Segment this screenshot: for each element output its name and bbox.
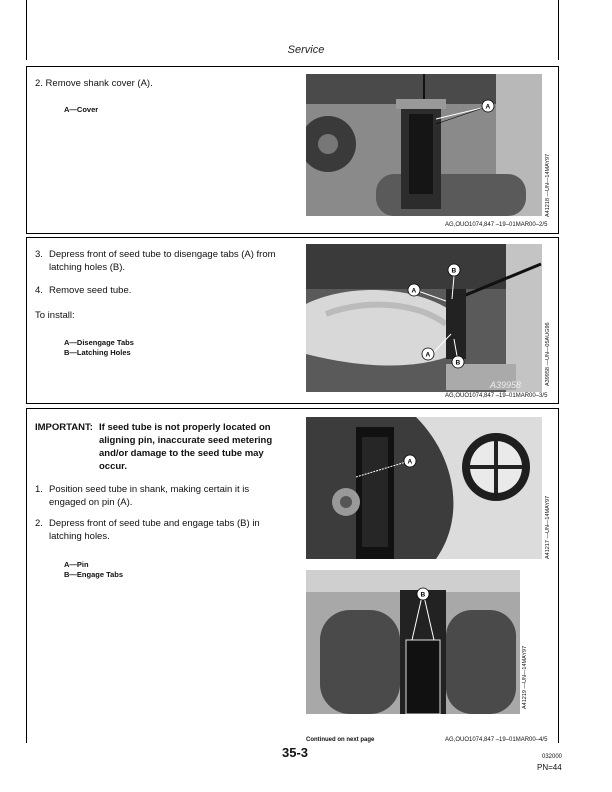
step-2-text: 2. Remove shank cover (A).	[35, 78, 153, 89]
important-label: IMPORTANT:	[35, 422, 93, 433]
callout-a: A	[485, 103, 491, 111]
callout-a-bottom: A	[425, 351, 431, 359]
footer-code: 032000	[542, 754, 563, 760]
step-4-text: 4. Remove seed tube.	[35, 285, 132, 296]
callout-a-top: A	[411, 287, 417, 295]
photo-code-4: A41219 —UN—14MAY97	[522, 645, 528, 709]
step-3-text: 3. Depress front of seed tube to disengage tabs (A) from latching holes (B).	[35, 249, 276, 273]
section-remove-seed-tube	[26, 237, 559, 404]
important-notice: IMPORTANT: If seed tube is not properly located on aligning pin, inaccurate seed metering and/or damage to the seed tube may occur.	[35, 422, 273, 472]
page-header-title: Service	[287, 44, 325, 56]
photo-seed-tube-pin	[306, 417, 542, 559]
photo-engage-tabs	[306, 570, 520, 714]
callout-b-tabs: B	[420, 591, 426, 599]
photo-code-3: A41217 —UN—14MAY97	[545, 495, 551, 559]
photo-seed-tube-pin-art	[306, 417, 542, 559]
photo-stamp: A39958	[490, 380, 522, 390]
photo-engage-tabs-art	[306, 570, 520, 714]
legend-a-cover: A—Cover	[64, 105, 99, 114]
callout-b-bottom: B	[455, 359, 461, 367]
footer-pn: PN=44	[537, 763, 562, 772]
photo-code-2: A39958 —UN—05AUG96	[545, 322, 551, 386]
callout-a-pin: A	[407, 458, 413, 466]
legend-b-engage-tabs: B—Engage Tabs	[64, 570, 124, 579]
continued-note: Continued on next page	[306, 737, 375, 743]
photo-seed-tube-removal	[306, 244, 542, 392]
install-step-2-text: 2. Depress front of seed tube and engage tabs (B) in latching holes.	[35, 518, 260, 542]
ref-code-2: AG,OUO1074,847 –19–01MAR00–3/5	[445, 393, 548, 399]
ref-code-3: AG,OUO1074,847 –19–01MAR00–4/5	[445, 737, 548, 743]
legend-a-disengage-tabs: A—Disengage Tabs	[64, 338, 134, 347]
page-number: 35-3	[282, 745, 309, 760]
section-remove-shank-cover	[26, 66, 559, 234]
legend-a-pin: A—Pin	[64, 560, 89, 569]
photo-code-1: A41218 —UN—14MAY97	[545, 153, 551, 217]
photo-shank-cover	[306, 74, 542, 216]
callout-b-top: B	[451, 267, 457, 275]
photo-seed-tube-removal-art	[306, 244, 542, 392]
to-install-label: To install:	[35, 310, 75, 321]
legend-b-latching-holes: B—Latching Holes	[64, 348, 131, 357]
photo-shank-cover-art	[306, 74, 542, 216]
section-install-seed-tube	[26, 408, 559, 743]
ref-code-1: AG,OUO1074,847 –19–01MAR00–2/5	[445, 222, 548, 228]
install-step-1-text: 1. Position seed tube in shank, making certain it is engaged on pin (A).	[35, 484, 250, 508]
